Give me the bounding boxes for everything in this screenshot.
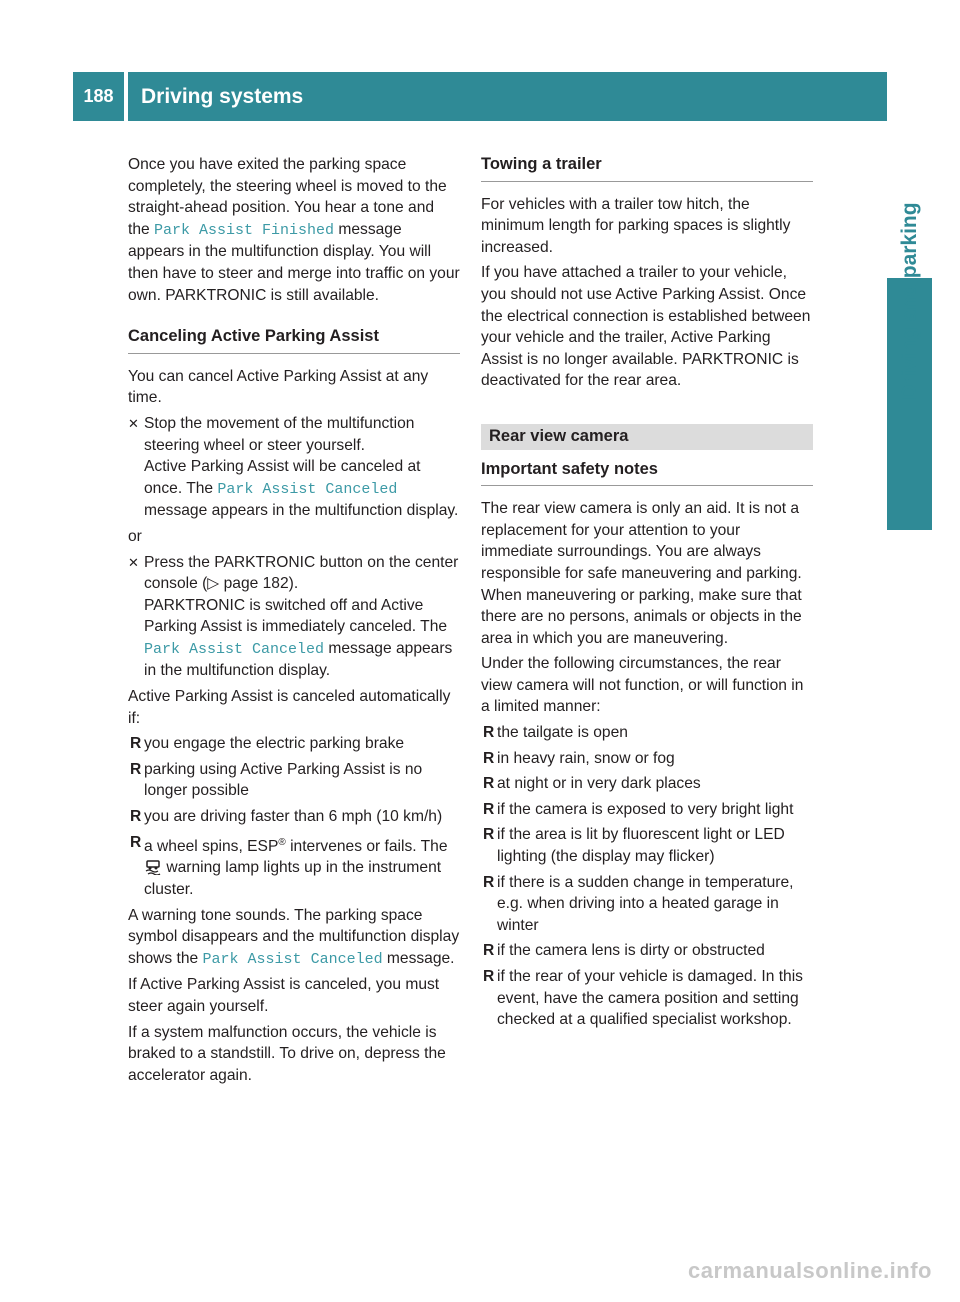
step-arrow-icon: ✕: [128, 415, 139, 431]
section-title: Driving systems: [128, 72, 887, 121]
page-ref-arrow-icon: ▷: [207, 575, 220, 593]
esp-warning-icon: [144, 859, 162, 875]
list-item: R if the camera is exposed to very bright light: [483, 800, 794, 818]
paragraph: For vehicles with a trailer tow hitch, the minimum length for parking spaces is slightly increased.: [481, 195, 791, 256]
paragraph: Active Parking Assist is canceled automatically if:: [128, 688, 451, 727]
right-column: [481, 154, 813, 1035]
step-item: ✕ Stop the movement of the multifunction steering wheel or steer yourself. Active Parking Assist will be canceled at once. The Park Assist Canceled message appears in the multifunction display.: [128, 414, 459, 520]
paragraph: If a system malfunction occurs, the vehicle is braked to a standstill. To drive on, depress the accelerator again.: [128, 1023, 446, 1084]
paragraph: A warning tone sounds. The parking space symbol disappears and the multifunction display shows the Park Assist Canceled message.: [128, 906, 460, 968]
list-item: R if the camera lens is dirty or obstructed: [483, 942, 765, 960]
list-item: R you engage the electric parking brake: [130, 735, 405, 753]
step-item: ✕ Press the PARKTRONIC button on the center console (▷ page 182). PARKTRONIC is switched off and Active Parking Assist is immediately canceled. The Park Assist Canceled message appears in the multifunction display.: [128, 553, 459, 680]
display-message: Park Assist Finished: [154, 221, 335, 239]
side-tab: [887, 72, 932, 530]
page-number: 188: [73, 72, 124, 121]
heading-towing: Towing a trailer: [481, 154, 813, 182]
paragraph: The rear view camera is only an aid. It is not a replacement for your attention to your immediate surroundings. You are always responsible for safe maneuvering and parking. When maneuvering or parking, make sure that there are no persons, animals or objects in the area in which you are maneuvering.: [481, 500, 802, 647]
or-text: or: [128, 527, 142, 545]
section-box-title: Rear view camera: [481, 424, 813, 450]
list-item: R you are driving faster than 6 mph (10 km/h): [130, 808, 443, 826]
list-item: R a wheel spins, ESP® intervenes or fails. The warning lamp lights up in the instrument cluster.: [130, 833, 448, 898]
side-tab-label: Driving and parking: [897, 202, 921, 400]
list-item: R if there is a sudden change in temperature, e.g. when driving into a heated garage in winter: [483, 873, 794, 934]
paragraph: If you have attached a trailer to your vehicle, you should not use Active Parking Assist. Once the electrical connection is established between your vehicle and the trailer, Active Parking Assist is no longer available. PARKTRONIC is deactivated for the rear area.: [481, 264, 811, 390]
left-column: [128, 154, 460, 1090]
list-item: R at night or in very dark places: [483, 775, 701, 793]
list-item: R if the rear of your vehicle is damaged. In this event, have the camera position and setting checked at a qualified specialist workshop.: [483, 968, 803, 1029]
display-message: Park Assist Canceled: [202, 950, 383, 968]
display-message: Park Assist Canceled: [217, 480, 398, 498]
list-item: R parking using Active Parking Assist is no longer possible: [130, 760, 423, 800]
heading-canceling: Canceling Active Parking Assist: [128, 326, 460, 354]
paragraph: Under the following circumstances, the rear view camera will not function, or will function in a limited manner:: [481, 655, 804, 716]
display-message: Park Assist Canceled: [144, 640, 325, 658]
heading-safety: Important safety notes: [481, 459, 813, 487]
watermark: carmanualsonline.info: [688, 1258, 932, 1283]
list-item: R if the area is lit by fluorescent light or LED lighting (the display may flicker): [483, 826, 785, 866]
list-item: R the tailgate is open: [483, 724, 628, 742]
step-arrow-icon: ✕: [128, 554, 139, 570]
paragraph: You can cancel Active Parking Assist at any time.: [128, 367, 429, 407]
paragraph: If Active Parking Assist is canceled, you must steer again yourself.: [128, 976, 440, 1015]
paragraph: Once you have exited the parking space completely, the steering wheel is moved to the straight-ahead position. You hear a tone and the Park Assist Finished message appears in the multifunction display. You will then have to steer and merge into traffic on your own. PARKTRONIC is still available.: [128, 156, 460, 304]
list-item: R in heavy rain, snow or fog: [483, 749, 675, 767]
